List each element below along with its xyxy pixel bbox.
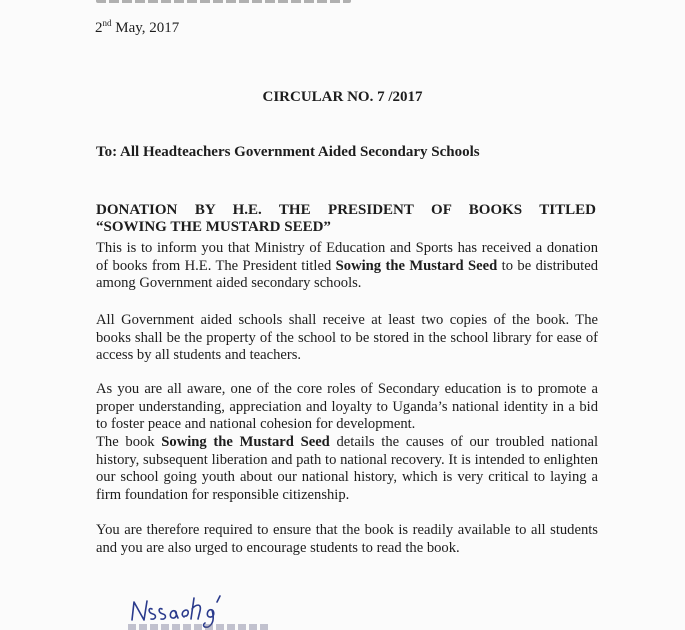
subject-line-2: “SOWING THE MUSTARD SEED” bbox=[96, 219, 331, 235]
paragraph-3: As you are all aware, one of the core roles of Secondary education is to promote a proper understanding, appreciation and loyalty to Uganda’s national identity in a bid to foster peace and national cohesion for development. bbox=[96, 381, 598, 432]
circular-title: CIRCULAR NO. 7 /2017 bbox=[262, 89, 423, 105]
date-day: 2 bbox=[95, 20, 103, 36]
book-title: Sowing the Mustard Seed bbox=[161, 434, 330, 450]
paragraph-1: This is to inform you that Ministry of Education and Sports has received a donation of books from H.E. The President titled Sowing the Mustard Seed to be distributed among Government aided secondary schools. bbox=[96, 240, 598, 291]
book-title: Sowing the Mustard Seed bbox=[335, 257, 498, 274]
subject-line-1: DONATION BY H.E. THE PRESIDENT OF BOOKS TITLED bbox=[96, 202, 596, 218]
paragraph-4: The book Sowing the Mustard Seed details the causes of our troubled national history, subsequent liberation and path to national recovery. It is intended to enlighten our school going youth about our national history, which is very critical to laying a firm foundation for responsible citizenship. bbox=[96, 434, 598, 503]
paragraph-5: You are therefore required to ensure that the book is readily available to all students and you are also urged to encourage students to read the book. bbox=[96, 522, 598, 556]
signatory-name-fragment bbox=[128, 624, 268, 630]
cropped-letterhead-fragment bbox=[96, 0, 351, 3]
paragraph-2: All Government aided schools shall receive at least two copies of the book. The books shall be the property of the school to be stored in the school library for ease of access by all students and teachers. bbox=[96, 312, 598, 363]
date-suffix: nd bbox=[102, 18, 112, 28]
date-rest: May, 2017 bbox=[111, 20, 180, 36]
recipient-line: To: All Headteachers Government Aided Secondary Schools bbox=[96, 144, 480, 160]
letter-date bbox=[95, 20, 179, 37]
subject-heading bbox=[96, 202, 596, 236]
